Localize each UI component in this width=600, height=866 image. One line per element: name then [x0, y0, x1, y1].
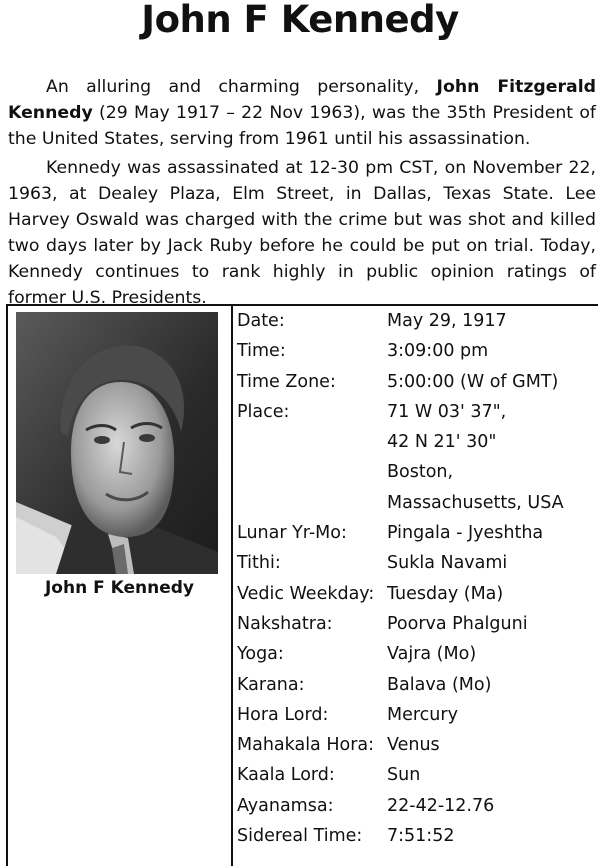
fact-label: Karana: — [237, 674, 305, 695]
fact-label: Mahakala Hora: — [237, 735, 375, 756]
full-name: John Fitzgerald Kennedy — [8, 77, 596, 123]
fact-label: Time: — [237, 341, 286, 362]
fact-row-place — [237, 397, 597, 427]
fact-value: 5:00:00 (W of GMT) — [387, 371, 559, 392]
fact-row-place-city — [237, 457, 597, 487]
fact-row-ayanamsa — [237, 791, 597, 821]
fact-label: Yoga: — [237, 644, 284, 665]
birth-chart-box — [6, 304, 598, 866]
fact-value: 71 W 03' 37", — [387, 401, 507, 422]
fact-value: Vajra (Mo) — [387, 644, 477, 665]
fact-value: Mercury — [387, 704, 458, 725]
fact-label: Sidereal Time: — [237, 826, 363, 847]
fact-value: Poorva Phalguni — [387, 613, 528, 634]
fact-row-time — [237, 336, 597, 366]
fact-row-karana — [237, 670, 597, 700]
portrait-illustration — [16, 312, 218, 574]
page-title: John F Kennedy — [141, 0, 459, 41]
fact-row-time-zone — [237, 367, 597, 397]
fact-value: Sukla Navami — [387, 553, 508, 574]
fact-value: Boston, — [387, 462, 454, 483]
intro-paragraph-1 — [8, 74, 596, 152]
fact-label: Place: — [237, 401, 290, 422]
fact-value: 42 N 21' 30" — [387, 432, 497, 453]
intro-paragraph-2: Kennedy was assassinated at 12-30 pm CST, on November 22, 1963, at Dealey Plaza, Elm Street, in Dallas, Texas State. Lee Harvey Oswald was charged with the crime but was shot and killed two days later by Jack Ruby before he could be put on trial. Today, Kennedy continues to rank highly in public opinion ratings of former U.S. Presidents. — [8, 158, 596, 308]
fact-label: Time Zone: — [237, 371, 336, 392]
fact-value: Pingala - Jyeshtha — [387, 523, 544, 544]
fact-row-mahakala-hora — [237, 730, 597, 760]
fact-label: Nakshatra: — [237, 613, 333, 634]
fact-row-yoga — [237, 639, 597, 669]
fact-row-place-latitude — [237, 427, 597, 457]
fact-value: Tuesday (Ma) — [387, 583, 504, 604]
birth-details — [237, 306, 597, 851]
fact-row-vedic-weekday — [237, 579, 597, 609]
fact-row-date — [237, 306, 597, 336]
intro-text-end: (29 May 1917 – 22 Nov 1963), was the 35th President of the United States, serving from 1961 until his assassination. — [8, 103, 596, 149]
fact-value: Massachusetts, USA — [387, 492, 564, 513]
fact-label: Tithi: — [237, 553, 281, 574]
fact-value: 22-42-12.76 — [387, 795, 495, 816]
fact-row-sidereal-time — [237, 821, 597, 851]
fact-value: Balava (Mo) — [387, 674, 492, 695]
fact-value: Sun — [387, 765, 421, 786]
fact-row-lunar-yr-mo — [237, 518, 597, 548]
fact-value: 3:09:00 pm — [387, 341, 489, 362]
intro-text-start: An alluring and charming personality, — [46, 77, 437, 97]
fact-row-place-state — [237, 488, 597, 518]
fact-row-nakshatra — [237, 609, 597, 639]
portrait-caption: John F Kennedy — [44, 578, 195, 598]
fact-row-hora-lord — [237, 700, 597, 730]
fact-label: Ayanamsa: — [237, 795, 334, 816]
fact-label: Vedic Weekday: — [237, 583, 375, 604]
fact-label: Kaala Lord: — [237, 765, 335, 786]
fact-value: 7:51:52 — [387, 826, 455, 847]
fact-value: Venus — [387, 735, 440, 756]
fact-label: Date: — [237, 311, 285, 331]
fact-label: Lunar Yr-Mo: — [237, 523, 347, 544]
fact-row-tithi — [237, 548, 597, 578]
fact-row-kaala-lord — [237, 760, 597, 790]
fact-value: May 29, 1917 — [387, 311, 507, 331]
fact-label: Hora Lord: — [237, 704, 329, 725]
column-divider — [231, 306, 233, 866]
kennedy-portrait — [16, 312, 218, 574]
